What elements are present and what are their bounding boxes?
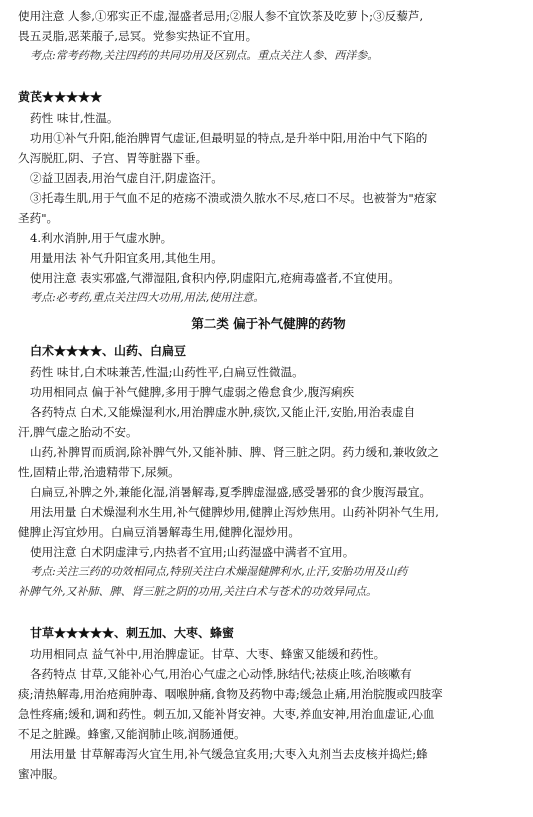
huangqi-function-1: 功用①补气升阳,能治脾胃气虚证,但最明显的特点,是升举中阳,用治中气下陷的 bbox=[30, 131, 428, 145]
baizhu-cautions: 使用注意 白术阴虚津亏,内热者不宜用;山药湿盛中满者不宜用。 bbox=[30, 545, 355, 559]
renshen-exam-note: 考点:常考药物,关注四药的共同功用及区别点。重点关注人参、西洋参。 bbox=[30, 49, 379, 62]
huangqi-function-2: ②益卫固表,用治气虚自汗,阴虚盗汗。 bbox=[30, 171, 223, 185]
renshen-usage-line-2: 畏五灵脂,恶莱菔子,忌冥。党参实热证不宜用。 bbox=[18, 29, 258, 43]
baizhu-exam-note-1: 考点:关注三药的功效相同点,特别关注白术燥湿健脾利水,止汗,安胎功用及山药 bbox=[30, 565, 408, 578]
huangqi-nature: 药性 味甘,性温。 bbox=[30, 111, 119, 125]
gancao-header: 甘草★★★★★、刺五加、大枣、蜂蜜 bbox=[30, 626, 235, 640]
gancao-dosage-2: 蜜冲服。 bbox=[18, 767, 65, 781]
baizhu-feature-1: 各药特点 白术,又能燥湿利水,用治脾虚水肿,痰饮,又能止汗,安胎,用治表虚自 bbox=[30, 405, 416, 419]
baizhu-feature-1b: 汗,脾气虚之胎动不安。 bbox=[18, 425, 138, 439]
huangqi-dosage: 用量用法 补气升阳宜炙用,其他生用。 bbox=[30, 251, 223, 265]
gancao-common-function: 功用相同点 益气补中,用治脾虚证。甘草、大枣、蜂蜜又能缓和药性。 bbox=[30, 647, 386, 661]
renshen-usage-line-1: 使用注意 人参,①邪实正不虚,湿盛者忌用;②服人参不宜饮茶及吃萝卜;③反藜芦, bbox=[18, 9, 424, 23]
huangqi-function-3: ③托毒生肌,用于气血不足的疮疡不溃或溃久脓水不尽,疮口不尽。也被誉为"疮家 bbox=[30, 191, 437, 205]
baizhu-dosage-1b: 健脾止泻宜炒用。白扁豆消暑解毒生用,健脾化湿炒用。 bbox=[18, 525, 300, 539]
gancao-feature-1: 各药特点 甘草,又能补心气,用治心气虚之心动悸,脉结代;祛痰止咳,治咳嗽有 bbox=[30, 667, 412, 681]
baizhu-header: 白术★★★★、山药、白扁豆 bbox=[30, 344, 187, 358]
huangqi-exam-note: 考点:必考药,重点关注四大功用,用法,使用注意。 bbox=[30, 291, 265, 304]
huangqi-function-1b: 久泻脱肛,阴、子宫、胃等脏器下垂。 bbox=[18, 151, 208, 165]
baizhu-nature: 药性 味甘,白术味兼苦,性温;山药性平,白扁豆性微温。 bbox=[30, 365, 304, 379]
huangqi-header: 黄芪★★★★★ bbox=[18, 90, 103, 104]
huangqi-function-3b: 圣药"。 bbox=[18, 211, 59, 225]
baizhu-exam-note-2: 补脾气外,又补肺、脾、肾三脏之阴的功用,关注白术与苍术的功效异同点。 bbox=[18, 585, 377, 598]
baibiandou-feature: 白扁豆,补脾之外,兼能化湿,消暑解毒,夏季脾虚湿盛,感受暑邪的食少腹泻最宜。 bbox=[30, 485, 432, 499]
huangqi-cautions: 使用注意 表实邪盛,气滞湿阻,食积内停,阴虚阳亢,疮痈毒盛者,不宜使用。 bbox=[30, 271, 400, 285]
baizhu-common-function: 功用相同点 偏于补气健脾,多用于脾气虚弱之倦怠食少,腹泻痢疾 bbox=[30, 385, 355, 399]
baizhu-dosage-1: 用法用量 白术燥湿利水生用,补气健脾炒用,健脾止泻炒焦用。山药补阴补气生用, bbox=[30, 505, 439, 519]
shanyao-feature-b: 性,固精止带,治遗精带下,尿频。 bbox=[18, 465, 180, 479]
gancao-feature-4: 不足之脏躁。蜂蜜,又能润肺止咳,润肠通便。 bbox=[18, 727, 246, 741]
section-title: 第二类 偏于补气健脾的药物 bbox=[191, 316, 346, 331]
gancao-feature-3: 急性疼痛;缓和,调和药性。刺五加,又能补肾安神。大枣,养血安神,用治血虚证,心血 bbox=[18, 707, 435, 721]
huangqi-function-4: 4.利水消肿,用于气虚水肿。 bbox=[30, 231, 173, 245]
gancao-feature-2: 痰;清热解毒,用治疮痈肿毒、咽喉肿痛,食物及药物中毒;缓急止痛,用治脘腹或四肢挛 bbox=[18, 687, 443, 701]
shanyao-feature: 山药,补脾胃而质润,除补脾气外,又能补肺、脾、肾三脏之阴。药力缓和,兼收敛之 bbox=[30, 445, 439, 459]
gancao-dosage-1: 用法用量 甘草解毒泻火宜生用,补气缓急宜炙用;大枣入丸剂当去皮核并捣烂;蜂 bbox=[30, 747, 428, 761]
